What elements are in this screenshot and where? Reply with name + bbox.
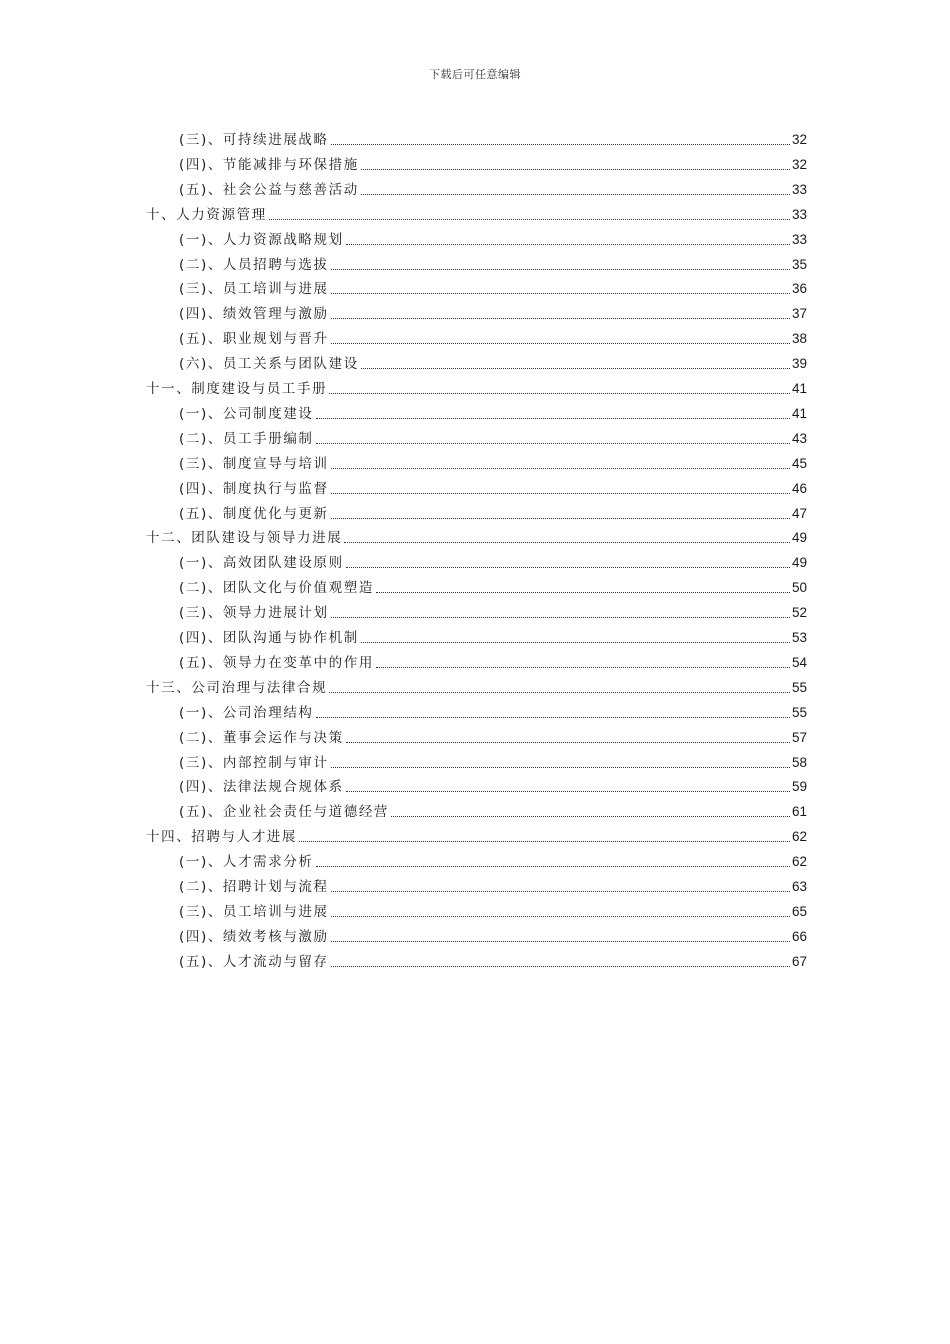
toc-dot-leader — [269, 218, 790, 220]
toc-entry-title: (一)、公司治理结构 — [179, 704, 314, 721]
toc-entry-title: (五)、企业社会责任与道德经营 — [179, 804, 390, 821]
toc-dot-leader — [329, 691, 790, 693]
toc-entry-title: (二)、员工手册编制 — [179, 430, 314, 447]
toc-entry-page-number: 45 — [791, 455, 807, 471]
toc-section-entry[interactable] — [179, 274, 807, 298]
toc-dot-leader — [329, 392, 790, 394]
toc-chapter-entry[interactable] — [146, 523, 807, 547]
toc-entry-title: (五)、社会公益与慈善活动 — [179, 181, 359, 198]
toc-entry-page-number: 53 — [791, 630, 807, 645]
toc-dot-leader — [299, 840, 790, 842]
toc-dot-leader — [331, 143, 790, 145]
toc-dot-leader — [331, 292, 790, 294]
toc-entry-title: 十二、团队建设与领导力进展 — [146, 530, 343, 547]
toc-entry-page-number: 55 — [791, 679, 807, 695]
toc-section-entry[interactable] — [179, 723, 807, 747]
toc-entry-title: (四)、制度执行与监督 — [179, 480, 329, 497]
toc-entry-title: 十一、制度建设与员工手册 — [146, 381, 328, 397]
toc-entry-page-number: 57 — [791, 729, 807, 745]
toc-chapter-entry[interactable] — [146, 822, 807, 846]
toc-dot-leader — [361, 367, 790, 369]
toc-entry-title: (一)、公司制度建设 — [179, 405, 314, 422]
toc-section-entry[interactable] — [179, 772, 807, 796]
toc-entry-title: (二)、董事会运作与决策 — [179, 729, 344, 746]
toc-entry-title: (六)、员工关系与团队建设 — [179, 356, 359, 373]
toc-section-entry[interactable] — [179, 598, 807, 622]
toc-chapter-entry[interactable] — [146, 374, 807, 398]
toc-entry-page-number: 50 — [791, 580, 807, 596]
toc-dot-leader — [344, 541, 790, 543]
toc-dot-leader — [391, 815, 790, 817]
toc-dot-leader — [316, 417, 790, 419]
toc-entry-title: 十、人力资源管理 — [146, 206, 267, 223]
toc-section-entry[interactable] — [179, 499, 807, 523]
toc-entry-page-number: 59 — [791, 779, 807, 795]
toc-dot-leader — [331, 467, 790, 469]
toc-section-entry[interactable] — [179, 449, 807, 473]
toc-entry-title: (二)、团队文化与价值观塑造 — [179, 580, 374, 597]
toc-dot-leader — [361, 168, 790, 170]
toc-entry-title: 十三、公司治理与法律合规 — [146, 679, 328, 696]
toc-section-entry[interactable] — [179, 872, 807, 896]
toc-dot-leader — [331, 940, 790, 942]
toc-section-entry[interactable] — [179, 748, 807, 772]
toc-entry-title: (二)、人员招聘与选拔 — [179, 256, 329, 273]
toc-entry-page-number: 63 — [791, 879, 807, 894]
toc-dot-leader — [331, 890, 790, 892]
toc-dot-leader — [316, 865, 790, 867]
toc-section-entry[interactable] — [179, 947, 807, 971]
toc-dot-leader — [361, 193, 790, 195]
toc-entry-page-number: 43 — [791, 430, 807, 446]
toc-dot-leader — [376, 591, 790, 593]
toc-section-entry[interactable] — [179, 474, 807, 498]
toc-entry-title: (五)、领导力在变革中的作用 — [179, 654, 374, 671]
toc-section-entry[interactable] — [179, 150, 807, 174]
toc-entry-page-number: 33 — [791, 231, 807, 247]
toc-dot-leader — [376, 666, 790, 668]
toc-dot-leader — [331, 268, 790, 270]
toc-dot-leader — [331, 616, 790, 618]
toc-section-entry[interactable] — [179, 897, 807, 921]
toc-entry-page-number: 61 — [791, 804, 807, 820]
toc-dot-leader — [316, 442, 790, 444]
toc-entry-page-number: 67 — [791, 953, 807, 969]
toc-dot-leader — [346, 790, 790, 792]
toc-dot-leader — [346, 741, 790, 743]
toc-entry-page-number: 65 — [791, 903, 807, 919]
toc-dot-leader — [331, 915, 790, 917]
toc-dot-leader — [346, 566, 790, 568]
toc-dot-leader — [331, 965, 790, 967]
toc-section-entry[interactable] — [179, 225, 807, 249]
toc-dot-leader — [331, 492, 790, 494]
toc-entry-title: (一)、人才需求分析 — [179, 854, 314, 871]
toc-entry-page-number: 33 — [791, 181, 807, 197]
toc-section-entry[interactable] — [179, 548, 807, 572]
toc-entry-page-number: 38 — [791, 331, 807, 347]
toc-dot-leader — [361, 641, 790, 643]
toc-entry-title: (二)、招聘计划与流程 — [179, 879, 329, 895]
toc-entry-page-number: 55 — [791, 704, 807, 720]
toc-entry-title: (三)、制度宣导与培训 — [179, 455, 329, 472]
toc-entry-title: (三)、领导力进展计划 — [179, 605, 329, 622]
toc-entry-title: (五)、制度优化与更新 — [179, 505, 329, 522]
toc-section-entry[interactable] — [179, 299, 807, 323]
toc-entry-title: (四)、节能减排与环保措施 — [179, 156, 359, 173]
toc-entry-title: (四)、团队沟通与协作机制 — [179, 630, 359, 646]
toc-entry-title: (一)、人力资源战略规划 — [179, 231, 344, 248]
page-header: 下载后可任意编辑 — [429, 68, 521, 81]
toc-entry-page-number: 62 — [791, 829, 807, 845]
toc-entry-page-number: 33 — [791, 206, 807, 222]
toc-entry-page-number: 46 — [791, 480, 807, 496]
toc-entry-title: (三)、员工培训与进展 — [179, 281, 329, 298]
toc-section-entry[interactable] — [179, 424, 807, 448]
toc-entry-page-number: 47 — [791, 505, 807, 521]
toc-entry-page-number: 54 — [791, 654, 807, 670]
toc-entry-title: (四)、绩效管理与激励 — [179, 306, 329, 323]
toc-section-entry[interactable] — [179, 399, 807, 423]
toc-entry-title: (四)、绩效考核与激励 — [179, 928, 329, 945]
toc-section-entry[interactable] — [179, 324, 807, 348]
toc-entry-title: (三)、内部控制与审计 — [179, 754, 329, 771]
toc-section-entry[interactable] — [179, 922, 807, 946]
toc-entry-title: (四)、法律法规合规体系 — [179, 779, 344, 796]
toc-entry-page-number: 41 — [791, 405, 807, 421]
toc-entry-page-number: 35 — [791, 256, 807, 272]
toc-entry-page-number: 49 — [791, 555, 807, 571]
toc-entry-page-number: 58 — [791, 754, 807, 770]
toc-entry-title: (三)、可持续进展战略 — [179, 132, 329, 148]
toc-entry-page-number: 39 — [791, 356, 807, 372]
toc-entry-page-number: 32 — [791, 156, 807, 172]
toc-entry-page-number: 66 — [791, 928, 807, 944]
toc-section-entry[interactable] — [179, 648, 807, 672]
toc-dot-leader — [316, 716, 790, 718]
toc-section-entry[interactable] — [179, 573, 807, 597]
toc-section-entry[interactable] — [179, 698, 807, 722]
toc-section-entry[interactable] — [179, 349, 807, 373]
toc-entry-page-number: 36 — [791, 281, 807, 297]
toc-entry-page-number: 49 — [791, 530, 807, 546]
toc-section-entry[interactable] — [179, 250, 807, 274]
toc-section-entry[interactable] — [179, 125, 807, 149]
toc-dot-leader — [331, 517, 790, 519]
toc-chapter-entry[interactable] — [146, 200, 807, 224]
toc-dot-leader — [331, 317, 790, 319]
toc-section-entry[interactable] — [179, 797, 807, 821]
toc-chapter-entry[interactable] — [146, 673, 807, 697]
toc-entry-title: (一)、高效团队建设原则 — [179, 555, 344, 572]
toc-dot-leader — [346, 243, 790, 245]
toc-entry-page-number: 32 — [791, 132, 807, 147]
toc-entry-page-number: 37 — [791, 306, 807, 322]
toc-section-entry[interactable] — [179, 847, 807, 871]
toc-entry-page-number: 52 — [791, 605, 807, 621]
toc-entry-title: 十四、招聘与人才进展 — [146, 829, 297, 846]
toc-dot-leader — [331, 766, 790, 768]
toc-section-entry[interactable] — [179, 175, 807, 199]
toc-dot-leader — [331, 342, 790, 344]
toc-entry-title: (五)、职业规划与晋升 — [179, 331, 329, 348]
toc-entry-title: (五)、人才流动与留存 — [179, 953, 329, 970]
toc-entry-title: (三)、员工培训与进展 — [179, 903, 329, 920]
toc-section-entry[interactable] — [179, 623, 807, 647]
toc-entry-page-number: 62 — [791, 854, 807, 870]
toc-entry-page-number: 41 — [791, 381, 807, 396]
